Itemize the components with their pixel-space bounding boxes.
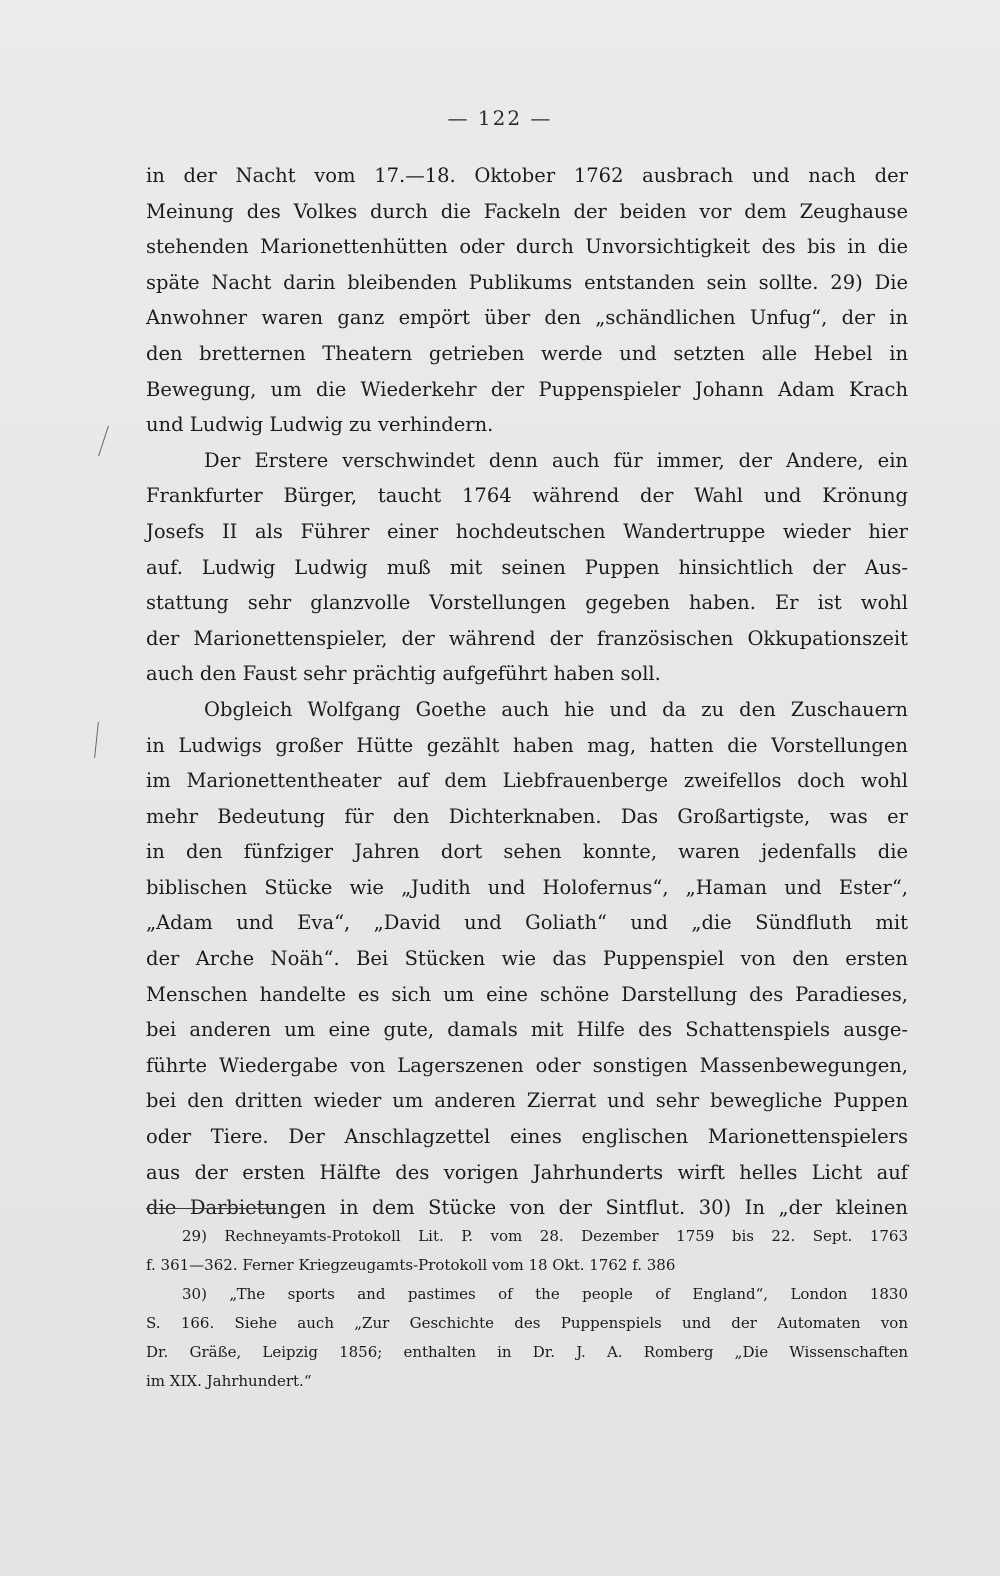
footnote-line: im XIX. Jahrhundert.“ [146, 1372, 312, 1390]
text-line: aus der ersten Hälfte des vorigen Jahrhunderts wirft helles Licht auf [146, 1160, 908, 1184]
text-line: den bretternen Theatern getrieben werde und setzten alle Hebel in [146, 341, 908, 365]
text-line: der Arche Noäh“. Bei Stücken wie das Puppenspiel von den ersten [146, 947, 908, 971]
text-line: stehenden Marionettenhütten oder durch Unvorsichtigkeit des bis in die [146, 235, 908, 259]
text-line: oder Tiere. Der Anschlagzettel eines englischen Marionettenspielers [146, 1125, 908, 1149]
text-line: in den fünfziger Jahren dort sehen konnte, waren jedenfalls die [146, 840, 908, 864]
footnote-divider [146, 1208, 276, 1209]
text-line: Obgleich Wolfgang Goethe auch hie und da zu den Zuschauern [204, 697, 908, 721]
text-line: und Ludwig Ludwig zu verhindern. [146, 413, 494, 437]
footnote-line: 30) „The sports and pastimes of the people of England“, London 1830 [182, 1285, 908, 1303]
text-line: der Marionettenspieler, der während der französischen Okkupationszeit [146, 626, 908, 650]
text-line: in der Nacht vom 17.—18. Oktober 1762 ausbrach und nach der [146, 164, 908, 187]
text-line: Der Erstere verschwindet denn auch für immer, der Andere, ein [204, 448, 908, 472]
text-line: späte Nacht darin bleibenden Publikums entstanden sein sollte. 29) Die [146, 270, 908, 294]
text-line: bei anderen um eine gute, damals mit Hilfe des Schattenspiels ausge- [146, 1018, 908, 1042]
footnote-line: S. 166. Siehe auch „Zur Geschichte des Puppenspiels und der Automaten von [146, 1314, 908, 1332]
body-text [146, 158, 908, 1226]
text-line: im Marionettentheater auf dem Liebfrauenberge zweifellos doch wohl [146, 769, 908, 793]
text-line: in Ludwigs großer Hütte gezählt haben mag, hatten die Vorstellungen [146, 733, 908, 757]
text-line: biblischen Stücke wie „Judith und Holofernus“, „Haman und Ester“, [146, 875, 908, 899]
text-line: Frankfurter Bürger, taucht 1764 während der Wahl und Krönung [146, 484, 908, 508]
margin-pencil-mark [98, 426, 109, 457]
footnote-line: Dr. Gräße, Leipzig 1856; enthalten in Dr. J. A. Romberg „Die Wissenschaften [146, 1343, 908, 1361]
text-line: auch den Faust sehr prächtig aufgeführt haben soll. [146, 662, 661, 686]
text-line: bei den dritten wieder um anderen Zierrat und sehr bewegliche Puppen [146, 1089, 908, 1113]
text-line: Bewegung, um die Wiederkehr der Puppenspieler Johann Adam Krach [146, 377, 908, 401]
margin-pencil-mark [94, 722, 99, 758]
text-line: die Darbietungen in dem Stücke von der Sintflut. 30) In „der kleinen [146, 1196, 908, 1220]
text-line: Anwohner waren ganz empört über den „schändlichen Unfug“, der in [146, 306, 908, 330]
text-line: stattung sehr glanzvolle Vorstellungen gegeben haben. Er ist wohl [146, 591, 908, 615]
footnote-line: f. 361—362. Ferner Kriegzeugamts-Protokoll vom 18 Okt. 1762 f. 386 [146, 1256, 676, 1274]
text-line: mehr Bedeutung für den Dichterknaben. Das Großartigste, was er [146, 804, 908, 828]
text-line: auf. Ludwig Ludwig muß mit seinen Puppen hinsichtlich der Aus- [146, 555, 908, 579]
text-line: „Adam und Eva“, „David und Goliath“ und „die Sündfluth mit [146, 911, 908, 935]
text-line: führte Wiedergabe von Lagerszenen oder sonstigen Massenbewegungen, [146, 1053, 908, 1077]
footnote-line: 29) Rechneyamts-Protokoll Lit. P. vom 28. Dezember 1759 bis 22. Sept. 1763 [182, 1227, 908, 1245]
footnotes [146, 1222, 908, 1396]
text-line: Josefs II als Führer einer hochdeutschen Wandertruppe wieder hier [146, 519, 908, 543]
page-number: — 122 — [447, 106, 553, 130]
text-line: Menschen handelte es sich um eine schöne Darstellung des Paradieses, [146, 982, 908, 1006]
text-line: Meinung des Volkes durch die Fackeln der beiden vor dem Zeughause [146, 199, 908, 223]
